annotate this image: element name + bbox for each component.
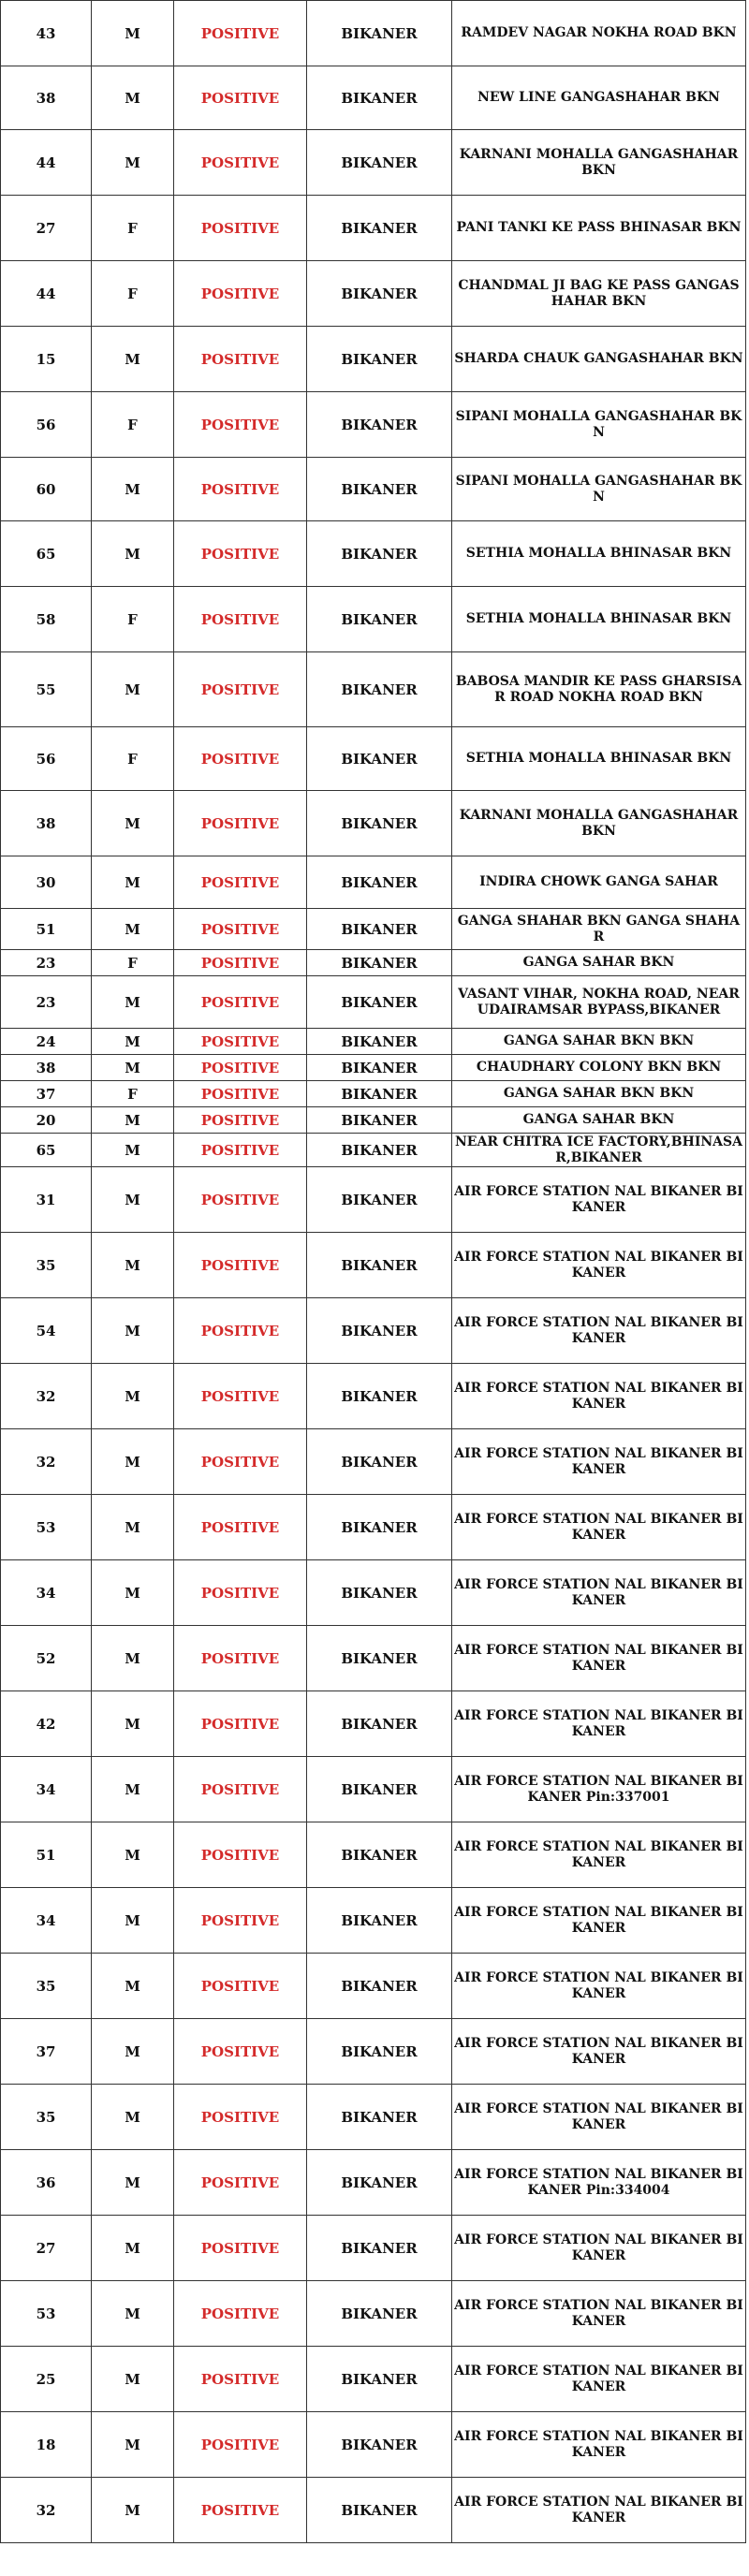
table-row [1,2281,746,2347]
result-cell: POSITIVE [174,2085,307,2150]
district-cell: BIKANER [307,1081,452,1107]
age-cell: 65 [1,521,92,587]
table-row [1,66,746,130]
result-cell: POSITIVE [174,1107,307,1134]
age-cell: 32 [1,1364,92,1429]
age-cell: 38 [1,1055,92,1081]
age-cell: 25 [1,2347,92,2412]
table-row [1,196,746,261]
table-row [1,1134,746,1167]
age-cell: 15 [1,327,92,392]
age-cell: 65 [1,1134,92,1167]
age-cell: 35 [1,1954,92,2019]
sex-cell: M [92,521,174,587]
result-cell: POSITIVE [174,1134,307,1167]
address-cell: KARNANI MOHALLA GANGASHAHAR BKN [452,130,746,196]
result-cell: POSITIVE [174,2216,307,2281]
district-cell: BIKANER [307,1429,452,1495]
address-cell: AIR FORCE STATION NAL BIKANER BIKANER [452,1364,746,1429]
table-row [1,2412,746,2478]
table-row [1,130,746,196]
sex-cell: M [92,2412,174,2478]
age-cell: 24 [1,1029,92,1055]
sex-cell: M [92,1,174,66]
result-cell: POSITIVE [174,1029,307,1055]
district-cell: BIKANER [307,791,452,856]
result-cell: POSITIVE [174,1560,307,1626]
district-cell: BIKANER [307,2085,452,2150]
result-cell: POSITIVE [174,2281,307,2347]
address-cell: SETHIA MOHALLA BHINASAR BKN [452,521,746,587]
district-cell: BIKANER [307,727,452,791]
age-cell: 27 [1,196,92,261]
district-cell: BIKANER [307,1167,452,1233]
sex-cell: M [92,2150,174,2216]
table-row [1,1107,746,1134]
result-cell: POSITIVE [174,196,307,261]
sex-cell: M [92,1560,174,1626]
district-cell: BIKANER [307,2019,452,2085]
sex-cell: M [92,1954,174,2019]
table-row [1,1429,746,1495]
sex-cell: M [92,1233,174,1298]
district-cell: BIKANER [307,458,452,521]
table-row [1,652,746,727]
table-row [1,1560,746,1626]
district-cell: BIKANER [307,652,452,727]
result-cell: POSITIVE [174,1626,307,1691]
address-cell: SHARDA CHAUK GANGASHAHAR BKN [452,327,746,392]
sex-cell: M [92,2216,174,2281]
address-cell: GANGA SHAHAR BKN GANGA SHAHAR [452,909,746,950]
district-cell: BIKANER [307,1029,452,1055]
table-row [1,856,746,909]
district-cell: BIKANER [307,2478,452,2543]
age-cell: 58 [1,587,92,652]
table-row [1,1233,746,1298]
district-cell: BIKANER [307,1233,452,1298]
age-cell: 52 [1,1626,92,1691]
district-cell: BIKANER [307,1822,452,1888]
age-cell: 55 [1,652,92,727]
table-row [1,2019,746,2085]
district-cell: BIKANER [307,521,452,587]
district-cell: BIKANER [307,1055,452,1081]
sex-cell: M [92,2281,174,2347]
address-cell: AIR FORCE STATION NAL BIKANER BIKANER [452,1626,746,1691]
result-cell: POSITIVE [174,1167,307,1233]
table-row [1,791,746,856]
sex-cell: M [92,1757,174,1822]
result-cell: POSITIVE [174,2412,307,2478]
address-cell: AIR FORCE STATION NAL BIKANER BIKANER [452,1560,746,1626]
result-cell: POSITIVE [174,652,307,727]
age-cell: 37 [1,2019,92,2085]
result-cell: POSITIVE [174,2150,307,2216]
result-cell: POSITIVE [174,727,307,791]
address-cell: GANGA SAHAR BKN [452,1107,746,1134]
result-cell: POSITIVE [174,327,307,392]
age-cell: 56 [1,392,92,458]
address-cell: AIR FORCE STATION NAL BIKANER BIKANER [452,2478,746,2543]
age-cell: 35 [1,2085,92,2150]
result-cell: POSITIVE [174,1757,307,1822]
address-cell: AIR FORCE STATION NAL BIKANER BIKANER [452,1888,746,1954]
result-cell: POSITIVE [174,1081,307,1107]
address-cell: AIR FORCE STATION NAL BIKANER BIKANER [452,2019,746,2085]
table-row [1,909,746,950]
result-cell: POSITIVE [174,2347,307,2412]
sex-cell: M [92,1167,174,1233]
address-cell: AIR FORCE STATION NAL BIKANER BIKANER [452,2085,746,2150]
table-row [1,327,746,392]
table-row [1,1081,746,1107]
address-cell: NEW LINE GANGASHAHAR BKN [452,66,746,130]
district-cell: BIKANER [307,2412,452,2478]
age-cell: 56 [1,727,92,791]
district-cell: BIKANER [307,856,452,909]
patient-table-body [1,1,746,2543]
district-cell: BIKANER [307,2216,452,2281]
address-cell: PANI TANKI KE PASS BHINASAR BKN [452,196,746,261]
sex-cell: F [92,587,174,652]
district-cell: BIKANER [307,1626,452,1691]
address-cell: AIR FORCE STATION NAL BIKANER BIKANER [452,2412,746,2478]
sex-cell: M [92,976,174,1029]
age-cell: 30 [1,856,92,909]
district-cell: BIKANER [307,130,452,196]
sex-cell: M [92,1364,174,1429]
result-cell: POSITIVE [174,1429,307,1495]
result-cell: POSITIVE [174,1691,307,1757]
age-cell: 23 [1,976,92,1029]
sex-cell: M [92,1107,174,1134]
address-cell: AIR FORCE STATION NAL BIKANER BIKANER [452,1954,746,2019]
address-cell: AIR FORCE STATION NAL BIKANER BIKANER [452,1298,746,1364]
table-row [1,2216,746,2281]
age-cell: 27 [1,2216,92,2281]
address-cell: AIR FORCE STATION NAL BIKANER BIKANER [452,2281,746,2347]
sex-cell: M [92,1029,174,1055]
district-cell: BIKANER [307,1364,452,1429]
district-cell: BIKANER [307,196,452,261]
table-row [1,1757,746,1822]
age-cell: 44 [1,261,92,327]
address-cell: SIPANI MOHALLA GANGASHAHAR BKN [452,458,746,521]
age-cell: 60 [1,458,92,521]
age-cell: 31 [1,1167,92,1233]
sex-cell: M [92,1055,174,1081]
result-cell: POSITIVE [174,130,307,196]
sex-cell: M [92,1495,174,1560]
district-cell: BIKANER [307,2150,452,2216]
district-cell: BIKANER [307,976,452,1029]
address-cell: AIR FORCE STATION NAL BIKANER BIKANER Pin:334004 [452,2150,746,2216]
age-cell: 44 [1,130,92,196]
table-row [1,2478,746,2543]
sex-cell: M [92,2019,174,2085]
sex-cell: M [92,66,174,130]
table-row [1,1364,746,1429]
table-row [1,458,746,521]
address-cell: AIR FORCE STATION NAL BIKANER BIKANER [452,1495,746,1560]
result-cell: POSITIVE [174,261,307,327]
result-cell: POSITIVE [174,1822,307,1888]
table-row [1,261,746,327]
sex-cell: F [92,950,174,976]
sex-cell: M [92,1888,174,1954]
sex-cell: F [92,1081,174,1107]
age-cell: 34 [1,1757,92,1822]
district-cell: BIKANER [307,261,452,327]
age-cell: 42 [1,1691,92,1757]
sex-cell: M [92,909,174,950]
result-cell: POSITIVE [174,2019,307,2085]
result-cell: POSITIVE [174,856,307,909]
result-cell: POSITIVE [174,66,307,130]
sex-cell: M [92,856,174,909]
address-cell: SIPANI MOHALLA GANGASHAHAR BKN [452,392,746,458]
age-cell: 20 [1,1107,92,1134]
district-cell: BIKANER [307,1691,452,1757]
table-row [1,2150,746,2216]
sex-cell: M [92,791,174,856]
address-cell: INDIRA CHOWK GANGA SAHAR [452,856,746,909]
address-cell: GANGA SAHAR BKN BKN [452,1081,746,1107]
sex-cell: M [92,458,174,521]
sex-cell: M [92,2347,174,2412]
district-cell: BIKANER [307,1757,452,1822]
table-row [1,392,746,458]
address-cell: AIR FORCE STATION NAL BIKANER BIKANER [452,2347,746,2412]
result-cell: POSITIVE [174,1298,307,1364]
address-cell: CHAUDHARY COLONY BKN BKN [452,1055,746,1081]
district-cell: BIKANER [307,66,452,130]
address-cell: AIR FORCE STATION NAL BIKANER BIKANER [452,1429,746,1495]
address-cell: AIR FORCE STATION NAL BIKANER BIKANER [452,1691,746,1757]
result-cell: POSITIVE [174,521,307,587]
sex-cell: M [92,2478,174,2543]
age-cell: 36 [1,2150,92,2216]
sex-cell: M [92,130,174,196]
address-cell: GANGA SAHAR BKN BKN [452,1029,746,1055]
address-cell: AIR FORCE STATION NAL BIKANER BIKANER [452,1167,746,1233]
age-cell: 37 [1,1081,92,1107]
age-cell: 51 [1,909,92,950]
sex-cell: F [92,392,174,458]
sex-cell: F [92,261,174,327]
table-row [1,1167,746,1233]
age-cell: 34 [1,1888,92,1954]
table-row [1,727,746,791]
sex-cell: M [92,1429,174,1495]
address-cell: SETHIA MOHALLA BHINASAR BKN [452,727,746,791]
age-cell: 38 [1,791,92,856]
age-cell: 34 [1,1560,92,1626]
address-cell: BABOSA MANDIR KE PASS GHARSISAR ROAD NOKHA ROAD BKN [452,652,746,727]
age-cell: 51 [1,1822,92,1888]
district-cell: BIKANER [307,1495,452,1560]
district-cell: BIKANER [307,327,452,392]
result-cell: POSITIVE [174,1364,307,1429]
sex-cell: M [92,1134,174,1167]
table-row [1,1954,746,2019]
table-row [1,1822,746,1888]
sex-cell: F [92,727,174,791]
result-cell: POSITIVE [174,1495,307,1560]
age-cell: 43 [1,1,92,66]
address-cell: AIR FORCE STATION NAL BIKANER BIKANER [452,1233,746,1298]
address-cell: GANGA SAHAR BKN [452,950,746,976]
age-cell: 35 [1,1233,92,1298]
sex-cell: M [92,327,174,392]
age-cell: 38 [1,66,92,130]
district-cell: BIKANER [307,1107,452,1134]
table-row [1,1,746,66]
table-row [1,587,746,652]
district-cell: BIKANER [307,1954,452,2019]
age-cell: 54 [1,1298,92,1364]
result-cell: POSITIVE [174,1233,307,1298]
result-cell: POSITIVE [174,1888,307,1954]
result-cell: POSITIVE [174,1055,307,1081]
address-cell: SETHIA MOHALLA BHINASAR BKN [452,587,746,652]
address-cell: CHANDMAL JI BAG KE PASS GANGASHAHAR BKN [452,261,746,327]
result-cell: POSITIVE [174,458,307,521]
district-cell: BIKANER [307,1134,452,1167]
table-row [1,2347,746,2412]
address-cell: NEAR CHITRA ICE FACTORY,BHINASAR,BIKANER [452,1134,746,1167]
address-cell: RAMDEV NAGAR NOKHA ROAD BKN [452,1,746,66]
table-row [1,950,746,976]
result-cell: POSITIVE [174,1954,307,2019]
table-row [1,1691,746,1757]
result-cell: POSITIVE [174,1,307,66]
age-cell: 32 [1,1429,92,1495]
address-cell: VASANT VIHAR, NOKHA ROAD, NEAR UDAIRAMSAR BYPASS,BIKANER [452,976,746,1029]
district-cell: BIKANER [307,909,452,950]
sex-cell: F [92,196,174,261]
sex-cell: M [92,1626,174,1691]
address-cell: AIR FORCE STATION NAL BIKANER BIKANER [452,2216,746,2281]
district-cell: BIKANER [307,587,452,652]
district-cell: BIKANER [307,392,452,458]
result-cell: POSITIVE [174,587,307,652]
result-cell: POSITIVE [174,392,307,458]
sex-cell: M [92,2085,174,2150]
age-cell: 23 [1,950,92,976]
age-cell: 32 [1,2478,92,2543]
result-cell: POSITIVE [174,976,307,1029]
age-cell: 53 [1,1495,92,1560]
table-row [1,1626,746,1691]
table-row [1,1055,746,1081]
district-cell: BIKANER [307,2347,452,2412]
sex-cell: M [92,1822,174,1888]
result-cell: POSITIVE [174,2478,307,2543]
district-cell: BIKANER [307,1298,452,1364]
table-row [1,1888,746,1954]
district-cell: BIKANER [307,1560,452,1626]
table-row [1,1029,746,1055]
address-cell: KARNANI MOHALLA GANGASHAHAR BKN [452,791,746,856]
result-cell: POSITIVE [174,791,307,856]
address-cell: AIR FORCE STATION NAL BIKANER BIKANER [452,1822,746,1888]
sex-cell: M [92,652,174,727]
result-cell: POSITIVE [174,909,307,950]
age-cell: 53 [1,2281,92,2347]
age-cell: 18 [1,2412,92,2478]
result-cell: POSITIVE [174,950,307,976]
table-row [1,1298,746,1364]
district-cell: BIKANER [307,2281,452,2347]
district-cell: BIKANER [307,950,452,976]
address-cell: AIR FORCE STATION NAL BIKANER BIKANER Pin:337001 [452,1757,746,1822]
sex-cell: M [92,1298,174,1364]
table-row [1,521,746,587]
district-cell: BIKANER [307,1888,452,1954]
district-cell: BIKANER [307,1,452,66]
sex-cell: M [92,1691,174,1757]
table-row [1,2085,746,2150]
table-row [1,976,746,1029]
table-row [1,1495,746,1560]
